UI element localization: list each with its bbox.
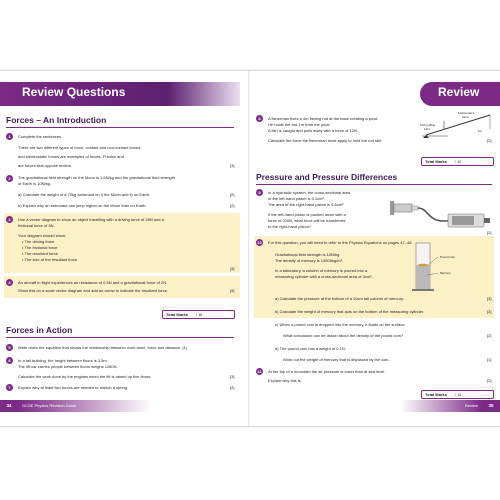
- section-rule: [6, 337, 234, 338]
- question-number-9: 9: [256, 189, 263, 196]
- q6-line2: The lift car carries people between floors weighs 1280N.: [18, 364, 118, 369]
- diagram-label: Mercury: [440, 271, 451, 275]
- q6-line3: Calculate the work done by the engines when the lift is raised up five floors.: [18, 374, 152, 379]
- q2b-marks: [2]: [230, 203, 235, 208]
- q10-given2: The density of mercury is 13500kg/m³.: [275, 258, 344, 263]
- q10d-line2: Work out the weight of mercury that is displaced by the coin.: [283, 357, 390, 362]
- q1-marks: [3]: [230, 163, 235, 168]
- q3-bullet: • The frictional force: [22, 245, 58, 250]
- q1-label: Complete the sentences.: [18, 134, 63, 139]
- q3-line2: frictional force of 5N.: [18, 223, 55, 228]
- diagram-label: Pound coin: [440, 255, 456, 259]
- question-number-11: 11: [257, 369, 262, 374]
- q10-lab1: In a laboratory, a column of mercury is poured into a: [275, 268, 368, 273]
- q11-line2: Explain why this is.: [268, 378, 302, 383]
- question-number-4: 4: [6, 279, 13, 286]
- q10d: d) The pound coin has a weight of 0.1N.: [275, 346, 346, 351]
- page-number-left: 34: [0, 400, 18, 412]
- q1-line3: are forces that oppose motion.: [18, 163, 73, 168]
- section-title-forces-intro: Forces – An Introduction: [6, 115, 107, 125]
- q3-marks: [4]: [230, 266, 235, 271]
- q10c-line2: What conclusion can be drawn about the density of the pound coin?: [283, 333, 404, 338]
- section-title-pressure: Pressure and Pressure Differences: [256, 172, 398, 182]
- q2a-marks: [2]: [230, 192, 235, 197]
- diagram-label: Fisherman's: [458, 111, 475, 115]
- q10b-marks: [3]: [487, 309, 492, 314]
- question-number-10: 10: [257, 240, 262, 245]
- q9-line1: In a hydraulic system, the cross-sectional area: [268, 190, 351, 195]
- right-banner: [420, 82, 500, 106]
- question-number-5: 5: [6, 344, 13, 351]
- q11-marks: [2]: [487, 378, 492, 383]
- q9-line3: The area of the right-hand piston is 0.5cm².: [268, 202, 345, 207]
- q6-marks: [3]: [230, 374, 235, 379]
- q3-bullet: • The driving force: [22, 239, 55, 244]
- q10-given1: Gravitational field strength is 10N/kg.: [275, 252, 341, 257]
- page-number-right: 35: [482, 400, 500, 412]
- q2b: b) Explain why an astronaut can jump higher on the Moon than on Earth.: [18, 203, 147, 208]
- book-spread: [0, 70, 500, 427]
- diagram-label: 1m: [478, 129, 483, 133]
- right-banner-title: Review: [438, 85, 480, 99]
- q7: Explain why at least two forces are needed to stretch a spring.: [18, 385, 129, 390]
- left-footer: GCSE Physics Revision Guide: [18, 400, 152, 412]
- q11-line1: At the top of a mountain the air pressure is lower than at sea level.: [268, 369, 386, 374]
- q4-marks: [4]: [230, 288, 235, 293]
- q10b: b) Calculate the weight of mercury that acts on the bottom of the measuring cylinder.: [275, 309, 425, 314]
- q4-line1: An aircraft in flight experiences air resistance of 0.5N and a gravitational force of 2N.: [18, 280, 168, 285]
- hydraulic-syringe-diagram: [388, 191, 492, 231]
- section-rule: [6, 127, 234, 128]
- total-marks-box: Total Marks / 13: [421, 390, 494, 399]
- q9-line4: If the left-hand piston is pushed down with a: [268, 212, 346, 217]
- q3-line1: Use a vector diagram to show an object travelling with a driving force of 28N and a: [18, 217, 164, 222]
- q6-line1: In a tall building, the height between floors is 3.5m.: [18, 358, 108, 363]
- q8-line4: Calculate the force the fisherman must apply to hold the rod still.: [268, 138, 382, 143]
- q9-line5: force of 200N, what force will be transferred: [268, 218, 346, 223]
- measuring-cylinder-diagram: [408, 241, 448, 293]
- q8-marks: [2]: [487, 138, 492, 143]
- q4-line2: Show this on a scale vector diagram and add an arrow to indicate the resultant force.: [18, 288, 169, 293]
- left-banner-title: Review Questions: [22, 85, 126, 99]
- q10a-marks: [3]: [487, 296, 492, 301]
- diagram-label: 12N: [424, 127, 430, 131]
- q9-line2: of the left-hand piston is 0.1cm².: [268, 196, 325, 201]
- q2a: a) Calculate the weight of a 70kg astronaut on i) the Moon and ii) on Earth.: [18, 192, 151, 197]
- question-number-1: 1: [6, 133, 13, 140]
- q7-marks: [2]: [230, 385, 235, 390]
- q10c-marks: [2]: [487, 333, 492, 338]
- q3-sub: Your diagram should show:: [18, 233, 67, 238]
- q3-bullet: • The resultant force: [22, 251, 58, 256]
- q10a: a) Calculate the pressure at the bottom of a 10cm tall column of mercury.: [275, 296, 404, 301]
- question-number-8: 8: [256, 115, 263, 122]
- q8-line2: He holds the rod 1m from the pivot.: [268, 122, 331, 127]
- q8-line1: A fisherman fixes a 4m fishing rod at the base creating a pivot.: [268, 116, 379, 121]
- q8-line3: A fish is caught and pulls away with a force of 12N.: [268, 128, 359, 133]
- diagram-label: force: [462, 115, 469, 119]
- q3-bullet: • The size of the resultant force.: [22, 257, 79, 262]
- page-gutter: [248, 71, 250, 426]
- q10-lab2: measuring cylinder with a cross-sectional area of 3cm².: [275, 274, 373, 279]
- question-number-2: 2: [6, 175, 13, 182]
- q10c: c) When a pound coin is dropped into the mercury, it floats on the surface.: [275, 322, 406, 327]
- q10-intro: For this question, you will need to refer to the Physics Equations on pages 47–48.: [268, 240, 413, 245]
- question-number-6: 6: [6, 357, 13, 364]
- question-number-7: 7: [6, 384, 13, 391]
- q2-line2: of Earth is 10N/kg.: [18, 181, 51, 186]
- q10d-marks: [1]: [487, 357, 492, 362]
- diagram-label: Fish pulling: [420, 123, 436, 127]
- total-marks-box: Total Marks / 10: [421, 157, 494, 166]
- q9-line6: to the right-hand piston?: [268, 224, 312, 229]
- q1-line2: and electrostatic forces are examples of forces. Friction and: [18, 154, 124, 159]
- q2-line1: The gravitational field strength on the Moon is 1.6N/kg and the gravitational field strength: [18, 175, 175, 180]
- q9-marks: [2]: [487, 230, 492, 235]
- total-marks-box: Total Marks / 16: [162, 310, 235, 319]
- q5: Write down the equation that shows the relationship between work done, force and distance. [1]: [18, 345, 187, 350]
- section-rule: [256, 184, 492, 185]
- left-banner: [0, 82, 240, 106]
- q1-line1: There are two different types of force, contact and non-contact forces.: [18, 145, 142, 150]
- question-number-3: 3: [6, 216, 13, 223]
- section-title-forces-action: Forces in Action: [6, 325, 73, 335]
- right-footer: Review: [400, 400, 482, 412]
